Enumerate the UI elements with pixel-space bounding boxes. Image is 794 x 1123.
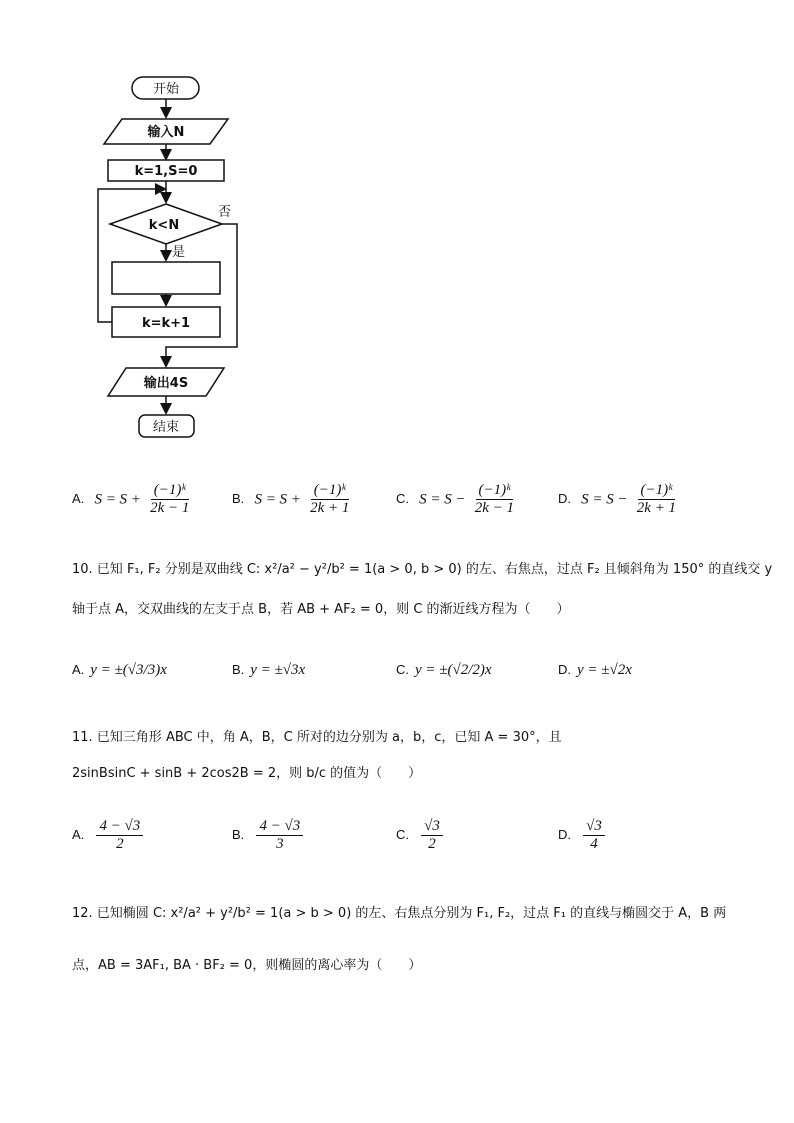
q11-option-c: C. $\frac{√3}{2}$ <box>396 818 445 854</box>
end-label: 结束 <box>152 420 180 435</box>
input-label: 输入N <box>147 125 185 140</box>
increment-label: k=k+1 <box>141 316 191 331</box>
q11-option-d: D. $\frac{√3}{4}$ <box>558 818 607 854</box>
init-label: k=1,S=0 <box>134 164 198 179</box>
q11-option-b: B. $\frac{4 - √3}{3}$ <box>232 818 305 854</box>
q10-line2: 轴于点 A，交双曲线的左支于点 B，若 AB + AF₂ = 0，则 C 的渐近线方程为（ ） <box>72 602 570 617</box>
q10-option-a: A. y = ±(√3/3)x <box>72 662 167 678</box>
q10-option-d: D. y = ±√2x <box>558 662 632 678</box>
q11-option-a: A. $\frac{4 - √3}{2}$ <box>72 818 145 854</box>
q10-option-b: B. y = ±√3x <box>232 662 306 678</box>
start-label: 开始 <box>152 82 180 97</box>
output-label: 输出4S <box>143 376 189 391</box>
q11-line1: 11. 已知三角形 ABC 中，角 A，B，C 所对的边分别为 a，b，c，已知 A = 30°，且 <box>72 730 562 745</box>
q10-option-c: C. y = ±(√2/2)x <box>396 662 492 678</box>
yes-label: 是 <box>172 245 186 260</box>
condition-label: k<N <box>148 218 180 233</box>
q9-option-a: A. S = S + $\frac{\text{(−1)ᵏ}}{2k - 1}$ <box>72 482 190 517</box>
q12-line1: 12. 已知椭圆 C: x²/a² + y²/b² = 1(a > b > 0) 的左、右焦点分别为 F₁, F₂，过点 F₁ 的直线与椭圆交于 A，B 两 <box>72 906 727 921</box>
flowchart <box>0 0 300 450</box>
q12-line2: 点，AB = 3AF₁, BA · BF₂ = 0，则椭圆的离心率为（ ） <box>72 958 422 973</box>
q10-line1: 10. 已知 F₁, F₂ 分别是双曲线 C: x²/a² − y²/b² = 1(a > 0, b > 0) 的左、右焦点，过点 F₂ 且倾斜角为 150° 的直线交 y <box>72 562 773 577</box>
q9-option-d: D. S = S − $\frac{\text{(−1)ᵏ}}{2k + 1}$ <box>558 482 677 517</box>
no-label: 否 <box>218 205 232 220</box>
process-box <box>112 262 220 294</box>
q11-line2: 2sinBsinC + sinB + 2cos2B = 2，则 b/c 的值为（ ） <box>72 766 422 781</box>
q9-option-c: C. S = S − $\frac{\text{(−1)ᵏ}}{2k - 1}$ <box>396 482 515 517</box>
q9-option-b: B. S = S + $\frac{\text{(−1)ᵏ}}{2k + 1}$ <box>232 482 350 517</box>
